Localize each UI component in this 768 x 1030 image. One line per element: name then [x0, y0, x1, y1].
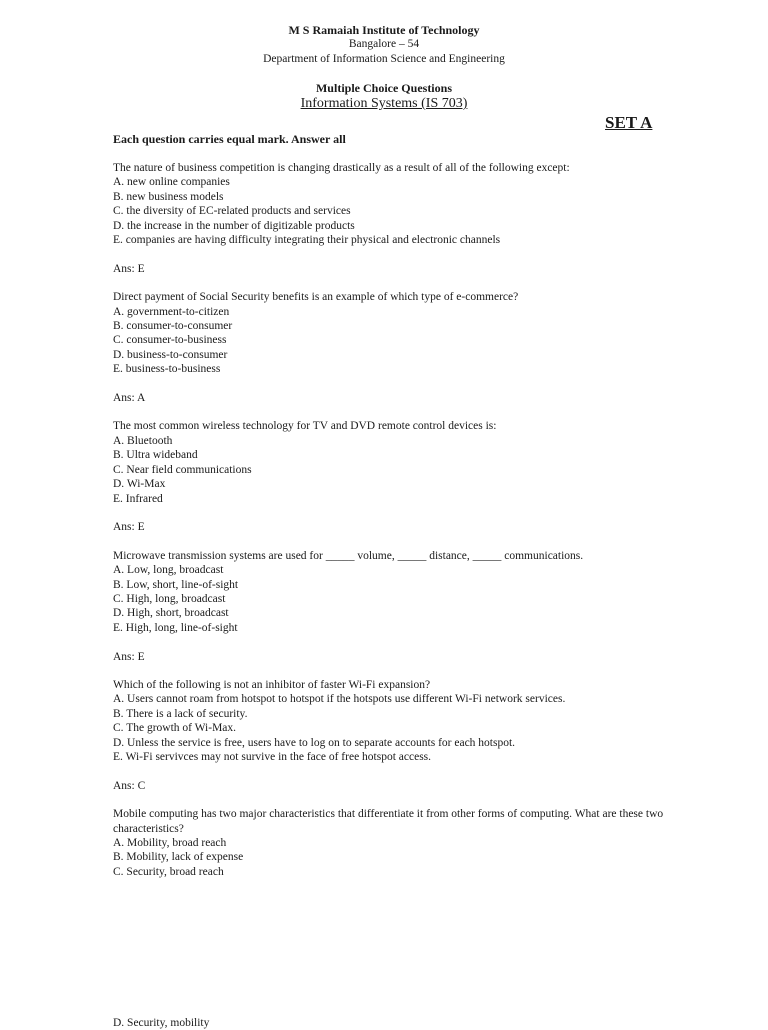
- option-item: C. consumer-to-business: [113, 334, 227, 347]
- question-block: [113, 678, 673, 793]
- option-item: A. Low, long, broadcast: [113, 564, 224, 577]
- option-item: B. There is a lack of security.: [113, 707, 248, 720]
- option-item: A. government-to-citizen: [113, 305, 230, 318]
- answer-text: Ans: E: [113, 521, 145, 534]
- question-text: Microwave transmission systems are used for _____ volume, _____ distance, _____ communications.: [113, 549, 584, 562]
- question-block: [113, 290, 673, 405]
- option-item: B. Mobility, lack of expense: [113, 851, 244, 864]
- option-item: A. Bluetooth: [113, 434, 173, 447]
- question-block: [113, 161, 673, 276]
- question-text: The nature of business competition is changing drastically as a result of all of the following except:: [113, 162, 570, 174]
- option-item: D. High, short, broadcast: [113, 607, 229, 620]
- option-item: D. Unless the service is free, users have to log on to separate accounts for each hotspot.: [113, 736, 516, 749]
- option-item: B. consumer-to-consumer: [113, 320, 233, 333]
- answer-text: Ans: A: [113, 392, 146, 405]
- course-title: Information Systems (IS 703): [300, 96, 468, 111]
- option-list: [113, 175, 673, 247]
- option-item: B. Ultra wideband: [113, 449, 198, 462]
- option-list: [113, 305, 673, 377]
- option-list: [113, 434, 673, 506]
- document-type: Multiple Choice Questions: [315, 81, 452, 95]
- option-item: E. business-to-business: [113, 363, 221, 376]
- question-block: [113, 807, 673, 879]
- department-name: Department of Information Science and Engineering: [263, 53, 505, 65]
- option-item: D. Wi-Max: [113, 478, 166, 491]
- option-item: D. business-to-consumer: [113, 348, 228, 361]
- trailing-option-item: D. Security, mobility: [113, 1017, 210, 1029]
- option-item: B. new business models: [113, 190, 224, 203]
- question-list: [113, 161, 673, 893]
- option-list: [113, 836, 673, 879]
- option-item: C. High, long, broadcast: [113, 592, 226, 605]
- option-item: D. the increase in the number of digitizable products: [113, 219, 355, 232]
- question-text: Which of the following is not an inhibitor of faster Wi-Fi expansion?: [113, 678, 431, 691]
- option-item: E. Infrared: [113, 492, 163, 505]
- answer-text: Ans: E: [113, 262, 145, 275]
- question-block: [113, 549, 673, 664]
- question-text: The most common wireless technology for TV and DVD remote control devices is:: [113, 420, 497, 433]
- option-item: E. Wi-Fi servivces may not survive in the face of free hotspot access.: [113, 750, 432, 763]
- question-text: Direct payment of Social Security benefits is an example of which type of e-commerce?: [113, 291, 519, 304]
- option-item: E. companies are having difficulty integrating their physical and electronic channels: [113, 234, 501, 247]
- option-list: [113, 563, 673, 635]
- option-item: B. Low, short, line-of-sight: [113, 578, 239, 591]
- option-item: A. Users cannot roam from hotspot to hotspot if the hotspots use different Wi-Fi network services.: [113, 693, 566, 706]
- option-item: A. Mobility, broad reach: [113, 836, 227, 849]
- exam-instructions: Each question carries equal mark. Answer all: [113, 132, 346, 146]
- option-item: E. High, long, line-of-sight: [113, 621, 238, 634]
- option-item: C. Near field communications: [113, 463, 252, 476]
- institution-city: Bangalore – 54: [348, 38, 420, 50]
- set-label: SET A: [605, 113, 653, 132]
- option-list: [113, 692, 673, 764]
- option-item: C. The growth of Wi-Max.: [113, 722, 237, 735]
- answer-text: Ans: C: [113, 779, 146, 792]
- answer-text: Ans: E: [113, 650, 145, 663]
- option-item: C. the diversity of EC-related products and services: [113, 205, 351, 218]
- institution-name: M S Ramaiah Institute of Technology: [288, 23, 480, 37]
- option-item: A. new online companies: [113, 176, 230, 189]
- option-item: C. Security, broad reach: [113, 865, 224, 878]
- question-block: [113, 419, 673, 534]
- question-text: Mobile computing has two major characteristics that differentiate it from other forms of computing. What are these two characteristics?: [113, 808, 664, 835]
